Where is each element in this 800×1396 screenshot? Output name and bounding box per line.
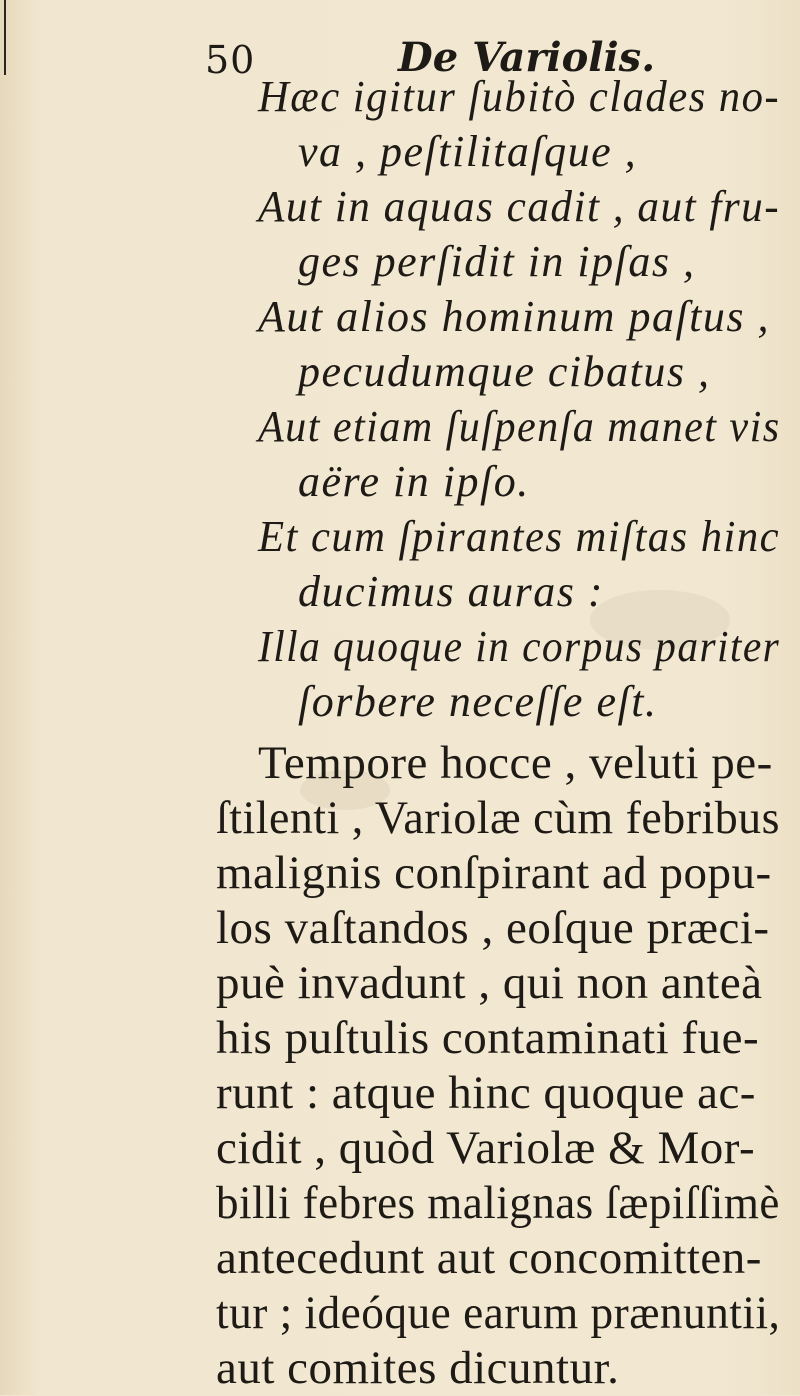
prose-line: his puſtulis contaminati fue- (216, 1012, 760, 1064)
prose-line: antecedunt aut concomitten- (216, 1232, 762, 1284)
running-title: De Variolis. (398, 34, 656, 81)
prose-line: tur ; ideóque earum prænuntii, (216, 1287, 781, 1339)
prose-line: malignis conſpirant ad popu- (216, 847, 772, 899)
page-edge-shadow (4, 0, 6, 75)
verse-line: ducimus auras : (298, 567, 605, 616)
verse-line: aëre in ipſo. (298, 457, 530, 506)
verse-line: Hæc igitur ſubitò clades no- (258, 72, 781, 121)
verse-line: Aut etiam ſuſpenſa manet vis (258, 402, 781, 451)
verse-line: va , peſtilitaſque , (298, 127, 638, 176)
prose-line: cidit , quòd Variolæ & Mor- (216, 1122, 756, 1174)
prose-line: Tempore hocce , veluti pe- (258, 737, 773, 789)
prose-line: los vaſtandos , eoſque præci- (216, 902, 770, 954)
verse-line: ſorbere neceſſe eſt. (298, 677, 658, 726)
prose-line: billi febres malignas ſæpiſſimè (216, 1177, 780, 1229)
verse-line: Et cum ſpirantes miſtas hinc (258, 512, 781, 561)
page-number: 50 (205, 38, 256, 82)
verse-line: Aut alios hominum paſtus , (258, 292, 771, 341)
prose-line: ſtilenti , Variolæ cùm febribus (216, 792, 780, 844)
verse-line: ges perſidit in ipſas , (298, 237, 696, 286)
prose-line: aut comites dicuntur. (216, 1342, 620, 1394)
verse-line: pecudumque cibatus , (298, 347, 711, 396)
verse-line: Illa quoque in corpus pariter (258, 622, 781, 671)
prose-line: runt : atque hinc quoque ac- (216, 1067, 756, 1119)
prose-line: puè invadunt , qui non anteà (216, 957, 763, 1009)
verse-line: Aut in aquas cadit , aut fru- (258, 182, 781, 231)
